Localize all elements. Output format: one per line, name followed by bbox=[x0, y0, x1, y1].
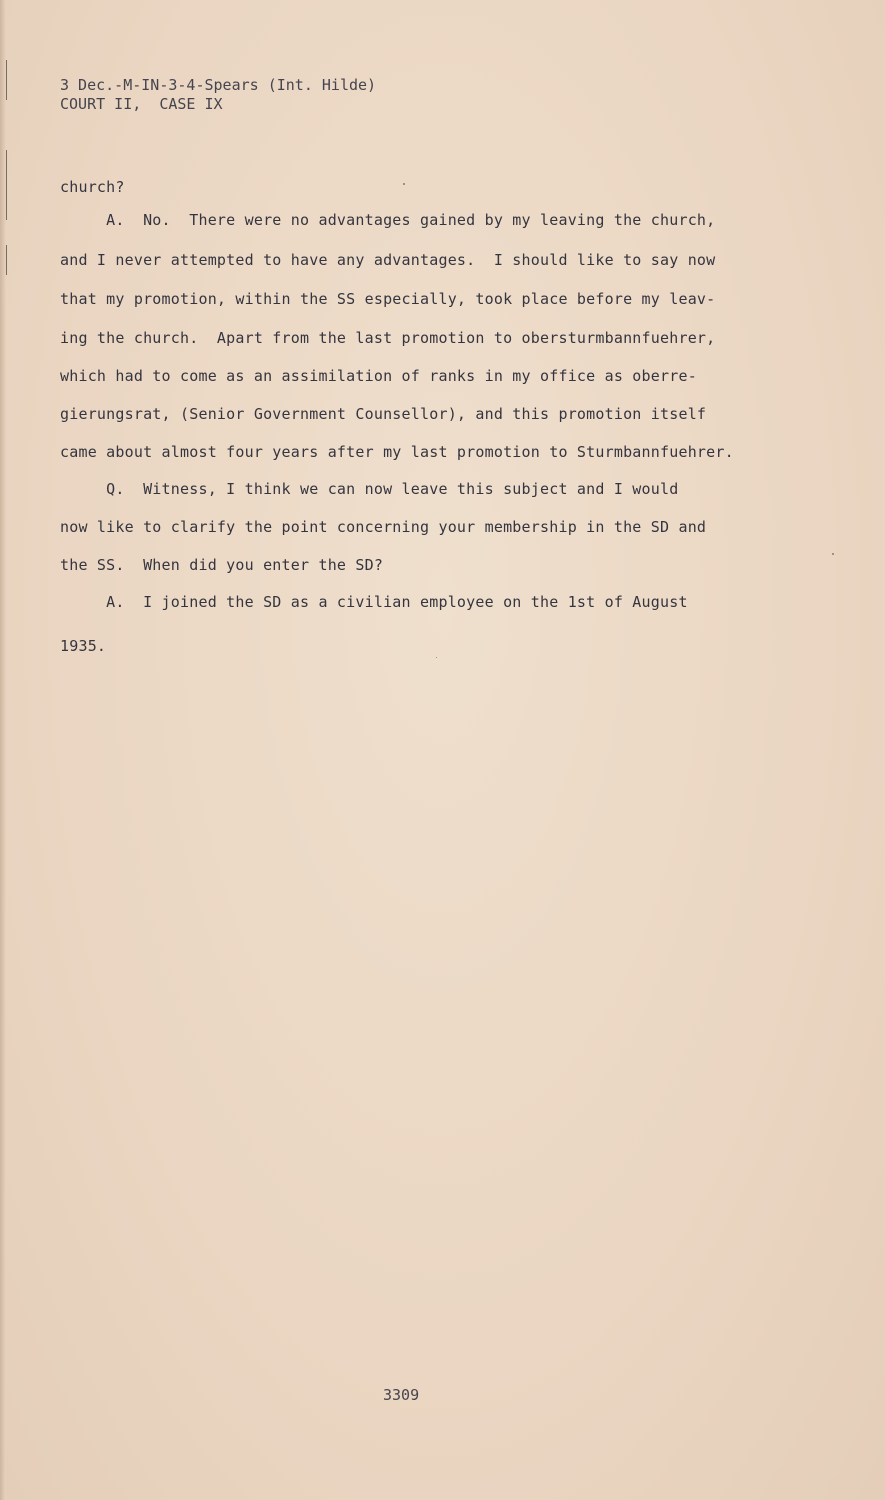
paper-speck bbox=[403, 183, 405, 185]
text-line: church? bbox=[60, 178, 125, 196]
text-line: Q. Witness, I think we can now leave this subject and I would bbox=[60, 480, 679, 498]
edge-mark bbox=[6, 60, 7, 100]
text-line: and I never attempted to have any advantages. I should like to say now bbox=[60, 251, 716, 269]
text-line: A. No. There were no advantages gained by my leaving the church, bbox=[60, 211, 716, 229]
header-line-1: 3 Dec.-M-IN-3-4-Spears (Int. Hilde) bbox=[60, 76, 377, 94]
text-line: came about almost four years after my last promotion to Sturmbannfuehrer. bbox=[60, 443, 734, 461]
page-left-edge bbox=[0, 0, 6, 1500]
text-line: ing the church. Apart from the last promotion to obersturmbannfuehrer, bbox=[60, 329, 716, 347]
paper-speck bbox=[436, 657, 437, 658]
text-line: the SS. When did you enter the SD? bbox=[60, 556, 384, 574]
header-line-2: COURT II, CASE IX bbox=[60, 95, 223, 113]
text-line: now like to clarify the point concerning your membership in the SD and bbox=[60, 518, 707, 536]
text-line: 1935. bbox=[60, 637, 107, 655]
page-number: 3309 bbox=[383, 1386, 420, 1404]
edge-mark bbox=[6, 245, 7, 275]
paper-speck bbox=[832, 553, 834, 555]
edge-mark bbox=[6, 150, 7, 220]
document-header bbox=[60, 76, 376, 114]
text-line: that my promotion, within the SS especially, took place before my leav- bbox=[60, 290, 716, 308]
text-line: which had to come as an assimilation of ranks in my office as oberre- bbox=[60, 367, 697, 385]
text-line: A. I joined the SD as a civilian employee on the 1st of August bbox=[60, 593, 688, 611]
text-line: gierungsrat, (Senior Government Counsellor), and this promotion itself bbox=[60, 405, 707, 423]
